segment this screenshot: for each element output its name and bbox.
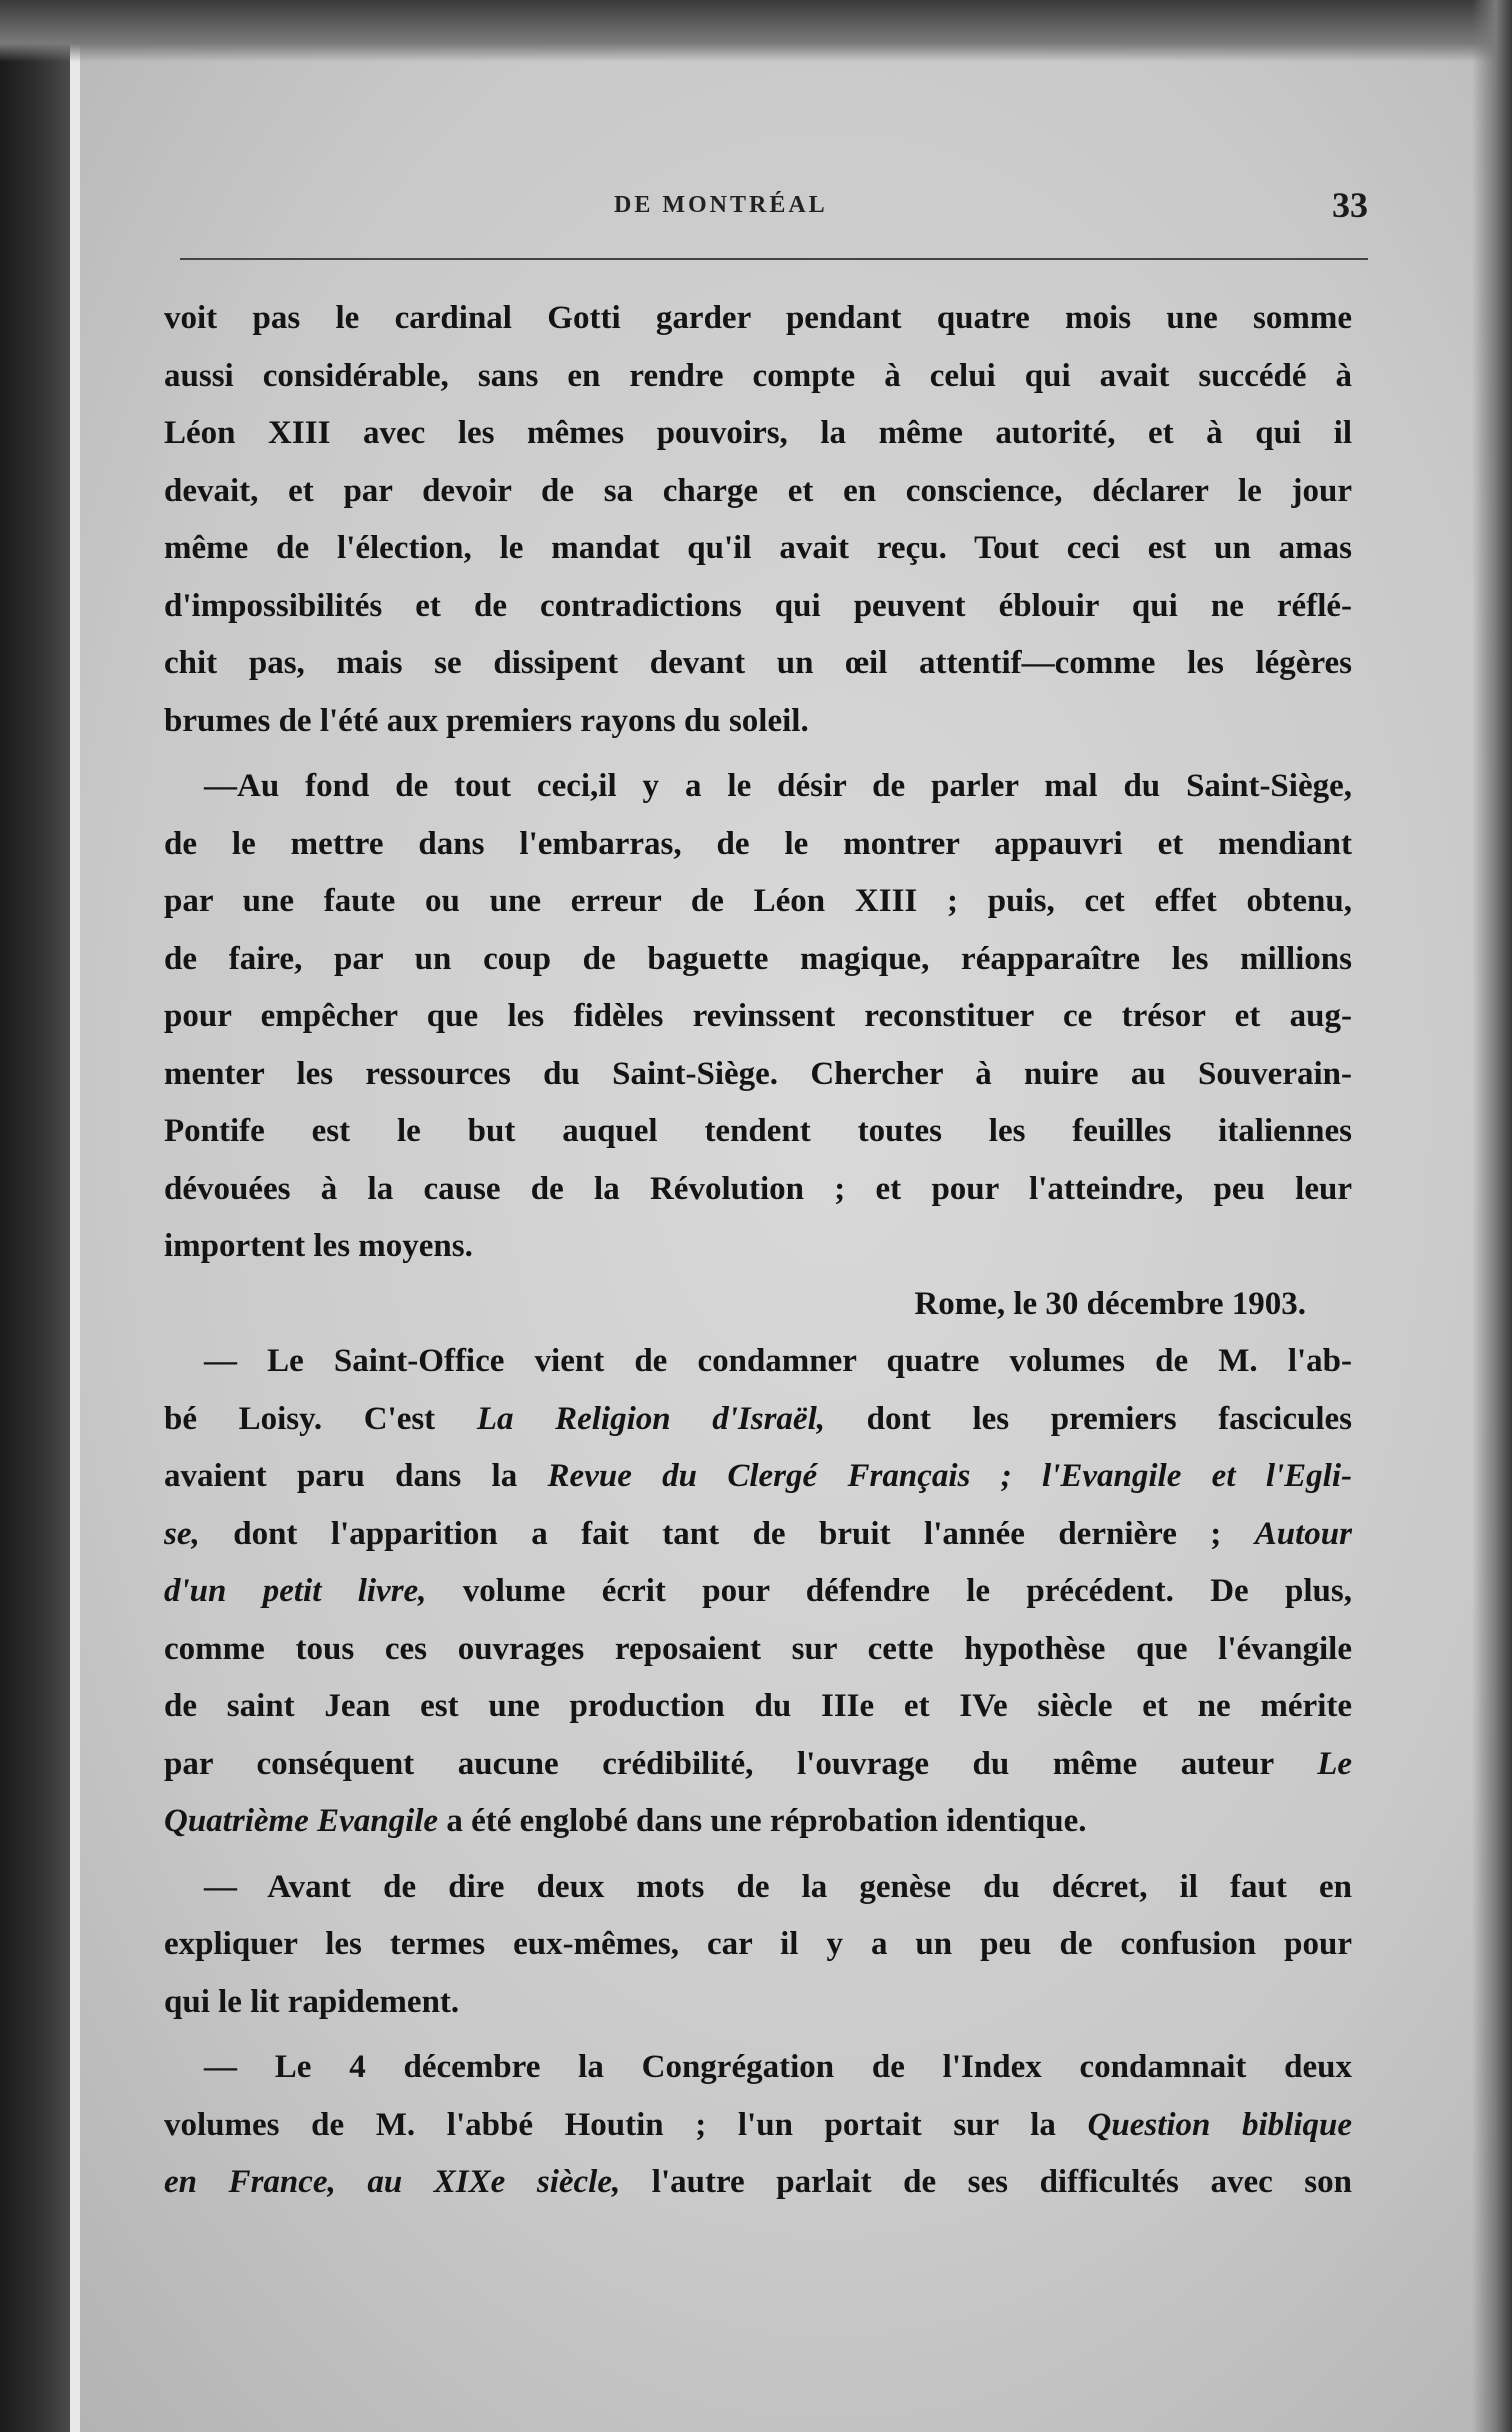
header-rule [180, 258, 1368, 260]
dateline: Rome, le 30 décembre 1903. [914, 1285, 1306, 1322]
paragraph [164, 758, 1352, 1276]
right-shadow [1472, 0, 1512, 2432]
text-line: qui le lit rapidement. [164, 1983, 460, 2020]
text-line: — Avant de dire deux mots de la genèse du décret, il faut en [204, 1868, 1352, 1905]
text-line: aussi considérable, sans en rendre compte à celui qui avait succédé à [164, 357, 1352, 394]
text-line: par conséquent aucune crédibilité, l'ouvrage du même auteur Le [164, 1745, 1352, 1782]
text-line: comme tous ces ouvrages reposaient sur cette hypothèse que l'évangile [164, 1630, 1352, 1667]
text-line: Léon XIII avec les mêmes pouvoirs, la même autorité, et à qui il [164, 415, 1352, 451]
text-line: voit pas le cardinal Gotti garder pendant quatre mois une somme [164, 300, 1352, 336]
text-line: de faire, par un coup de baguette magique, réapparaître les millions [164, 940, 1352, 977]
text-line: de saint Jean est une production du IIIe et IVe siècle et ne mérite [164, 1688, 1352, 1724]
text-line: menter les ressources du Saint-Siège. Chercher à nuire au Souverain- [164, 1055, 1352, 1092]
paragraph [164, 1859, 1352, 2032]
text-line: même de l'élection, le mandat qu'il avait reçu. Tout ceci est un amas [164, 530, 1352, 566]
text-line: Pontife est le but auquel tendent toutes les feuilles italiennes [164, 1113, 1352, 1149]
paragraph [164, 290, 1352, 750]
text-line: —Au fond de tout ceci,il y a le désir de parler mal du Saint-Siège, [204, 768, 1352, 804]
text-line: Quatrième Evangile a été englobé dans une réprobation identique. [164, 1803, 1087, 1839]
text-line: chit pas, mais se dissipent devant un œil attentif—comme les légères [164, 645, 1352, 681]
text-line: volumes de M. l'abbé Houtin ; l'un portait sur la Question biblique [164, 2106, 1352, 2143]
text-line: importent les moyens. [164, 1228, 473, 1264]
text-line: — Le 4 décembre la Congrégation de l'Index condamnait deux [204, 2049, 1352, 2085]
page-edge [70, 0, 80, 2432]
text-line: d'impossibilités et de contradictions qui peuvent éblouir qui ne réflé- [164, 587, 1352, 624]
text-line: expliquer les termes eux-mêmes, car il y a un peu de confusion pour [164, 1926, 1352, 1962]
running-title: DE MONTRÉAL [614, 192, 828, 218]
body-text [164, 290, 1352, 2212]
text-line: avaient paru dans la Revue du Clergé Français ; l'Evangile et l'Egli- [164, 1458, 1352, 1494]
text-line: se, dont l'apparition a fait tant de bruit l'année dernière ; Autour [164, 1515, 1352, 1552]
text-line: pour empêcher que les fidèles revinssent reconstituer ce trésor et aug- [164, 998, 1352, 1034]
text-line: bé Loisy. C'est La Religion d'Israël, dont les premiers fascicules [164, 1400, 1352, 1437]
text-line: dévouées à la cause de la Révolution ; et pour l'atteindre, peu leur [164, 1170, 1352, 1207]
text-line: par une faute ou une erreur de Léon XIII ; puis, cet effet obtenu, [164, 883, 1352, 919]
page-number: 33 [1332, 185, 1368, 225]
text-line: d'un petit livre, volume écrit pour défendre le précédent. De plus, [164, 1573, 1352, 1609]
text-line: — Le Saint-Office vient de condamner quatre volumes de M. l'ab- [204, 1343, 1352, 1379]
page [80, 62, 1472, 2432]
text-line: devait, et par devoir de sa charge et en conscience, déclarer le jour [164, 472, 1352, 509]
text-line: en France, au XIXe siècle, l'autre parlait de ses difficultés avec son [164, 2164, 1352, 2200]
paragraph [164, 2039, 1352, 2212]
page-header [164, 185, 1368, 252]
paragraph [164, 1333, 1352, 1851]
text-line: brumes de l'été aux premiers rayons du soleil. [164, 702, 809, 739]
text-line: de le mettre dans l'embarras, de le montrer appauvri et mendiant [164, 825, 1352, 862]
book-spine [0, 0, 70, 2432]
top-shadow [0, 0, 1512, 62]
